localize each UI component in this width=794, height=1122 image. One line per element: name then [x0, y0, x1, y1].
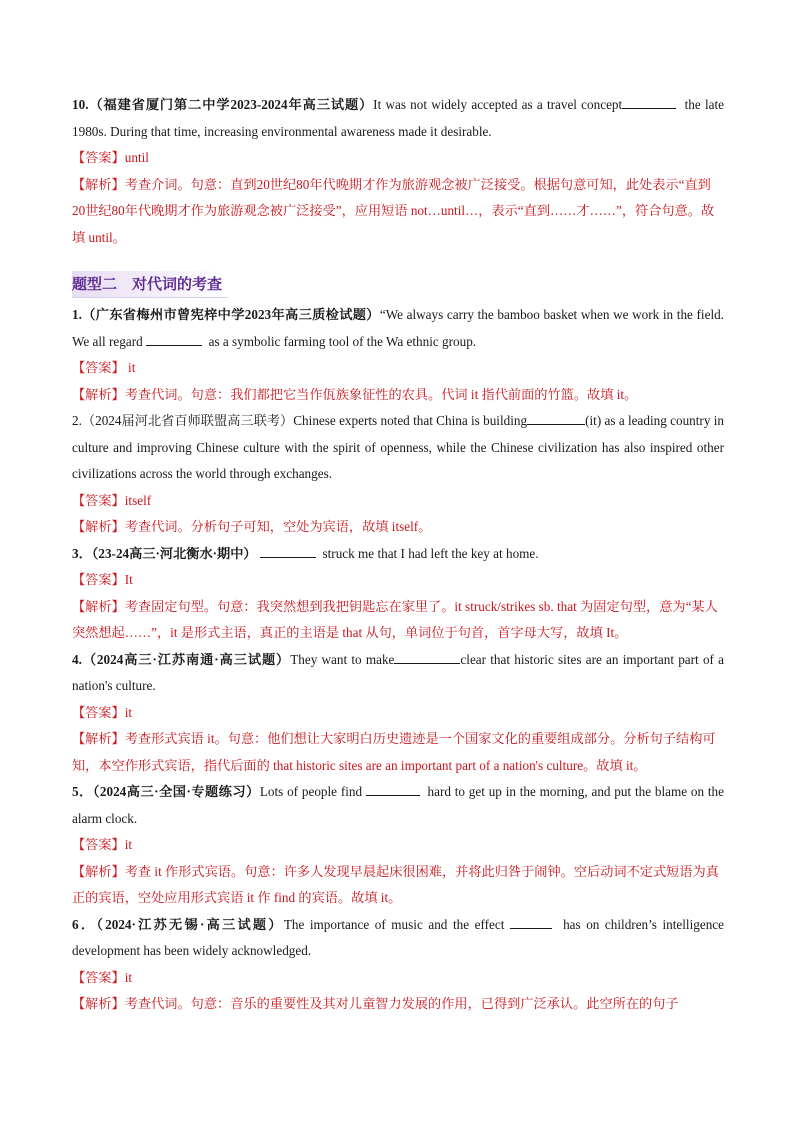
question-text: hard to get up in the morning, and put the blame on the alarm clock.	[72, 784, 725, 826]
question-5	[72, 779, 724, 832]
answer-line	[72, 832, 724, 859]
question-number: 10.	[72, 97, 89, 112]
analysis-text: 考查代词。句意：音乐的重要性及其对儿童智力发展的作用，已得到广泛承认。此空所在的句子	[124, 996, 679, 1011]
analysis-tag: 【解析】	[72, 386, 125, 402]
question-source: （福建省厦门第二中学2023-2024年高三试题）	[88, 97, 374, 112]
answer-tag: 【答案】	[72, 150, 125, 165]
question-source: （2024届河北省百师联盟高三联考）	[81, 413, 294, 428]
answer-line	[72, 145, 724, 172]
answer-text: It	[124, 572, 133, 587]
analysis-text: 考查 it 作形式宾语。句意：许多人发现早晨起床很困难，并将此归咎于闹钟。空后动词不定式短语为真正的宾语，空处应用形式宾语 it 作 find 的宾语。故填 it。	[72, 863, 719, 905]
analysis-line	[72, 172, 724, 252]
answer-tag: 【答案】	[72, 360, 125, 375]
question-text: Chinese experts noted that China is building	[293, 413, 528, 428]
answer-blank	[527, 410, 585, 425]
question-text: “We always carry the bamboo basket when we work in the field. We all regard	[72, 307, 725, 349]
analysis-line	[72, 726, 724, 779]
answer-tag: 【答案】	[72, 704, 125, 720]
answer-line	[72, 567, 724, 594]
question-text: It was not widely accepted as a travel concept	[373, 97, 623, 112]
answer-text: until	[124, 150, 149, 165]
answer-line	[72, 965, 724, 992]
analysis-tag: 【解析】	[72, 863, 125, 879]
question-source: （2024高三·江苏南通·高三试题）	[81, 651, 291, 667]
answer-blank	[394, 649, 460, 664]
analysis-tag: 【解析】	[72, 519, 125, 534]
answer-blank	[146, 331, 202, 346]
analysis-tag: 【解析】	[72, 731, 125, 746]
answer-blank	[366, 781, 420, 796]
answer-blank	[260, 543, 316, 558]
answer-text: itself	[124, 492, 152, 508]
analysis-line	[72, 514, 724, 541]
answer-line	[72, 355, 724, 382]
analysis-line	[72, 859, 724, 912]
question-source: （2024高三·全国·专题练习）	[92, 784, 260, 799]
question-number: 1.	[72, 307, 82, 322]
analysis-text: 考查代词。句意：我们都把它当作佤族象征性的农具。代词 it 指代前面的竹篮。故填 it。	[124, 386, 638, 402]
analysis-line	[72, 991, 724, 1018]
analysis-tag: 【解析】	[72, 176, 125, 192]
answer-tag: 【答案】	[72, 492, 125, 508]
analysis-line	[72, 382, 724, 409]
question-source: （广东省梅州市曾宪梓中学2023年高三质检试题）	[81, 307, 380, 322]
answer-blank	[510, 914, 552, 929]
question-source: （2024·江苏无锡·高三试题）	[96, 916, 284, 932]
analysis-text: 考查形式宾语 it。句意：他们想让大家明白历史遗迹是一个国家文化的重要组成部分。分析句子结构可知，本空作形式宾语，指代后面的 that historic sites are an important part of a nation's culture。故填 it。	[72, 731, 716, 773]
question-2	[72, 408, 724, 488]
section-heading: 题型二 对代词的考查	[72, 271, 228, 298]
question-3	[72, 541, 724, 568]
answer-tag: 【答案】	[72, 572, 125, 587]
analysis-tag: 【解析】	[72, 996, 125, 1011]
question-number: 2.	[72, 413, 82, 428]
question-text: The importance of music and the effect	[283, 916, 505, 932]
question-number: 3．	[72, 545, 92, 561]
question-text: They want to make	[290, 651, 395, 667]
answer-line	[72, 488, 724, 515]
answer-text: it	[124, 837, 133, 852]
question-number: 6．	[72, 916, 97, 932]
question-text: Lots of people find	[259, 784, 363, 799]
answer-tag: 【答案】	[72, 837, 125, 852]
question-source: （23-24高三·河北衡水·期中）	[91, 545, 257, 561]
question-6	[72, 912, 724, 965]
answer-text: it	[124, 704, 133, 720]
analysis-text: 考查代词。分析句子可知，空处为宾语，故填 itself。	[124, 519, 432, 534]
question-1	[72, 302, 724, 355]
question-text: (it) as a leading country in culture and improving Chinese culture with the spirit of openness, while the Chinese civilization has also inspired other civilizations across the world through exchanges.	[72, 413, 725, 481]
answer-tag: 【答案】	[72, 969, 125, 985]
question-10	[72, 92, 724, 145]
question-number: 4.	[72, 651, 82, 667]
question-number: 5．	[72, 784, 93, 799]
question-4	[72, 647, 724, 700]
answer-blank	[622, 94, 676, 109]
analysis-text: 考查固定句型。句意：我突然想到我把钥匙忘在家里了。it struck/strikes sb. that 为固定句型，意为“某人突然想起……”，it 是形式主语，真正的主语是 that 从句，单词位于句首，首字母大写，故填 It。	[72, 598, 718, 640]
answer-line	[72, 700, 724, 727]
document-page	[72, 92, 724, 1018]
analysis-line	[72, 594, 724, 647]
analysis-text: 考查介词。句意：直到20世纪80年代晚期才作为旅游观念被广泛接受。根据句意可知，此处表示“直到20世纪80年代晚期才作为旅游观念被广泛接受”，应用短语 not…until…，表示“直到……才……”，符合句意。故填 until。	[72, 176, 715, 245]
question-text: as a symbolic farming tool of the Wa ethnic group.	[208, 333, 477, 349]
question-text: has on children’s intelligence development has been widely acknowledged.	[72, 916, 725, 958]
answer-text: it	[124, 360, 136, 375]
question-text: clear that historic sites are an important part of a nation's culture.	[72, 651, 725, 693]
question-text: struck me that I had left the key at home.	[322, 545, 539, 561]
question-text: the late 1980s. During that time, increasing environmental awareness made it desirable.	[72, 97, 725, 139]
answer-text: it	[124, 969, 133, 985]
analysis-tag: 【解析】	[72, 598, 125, 614]
